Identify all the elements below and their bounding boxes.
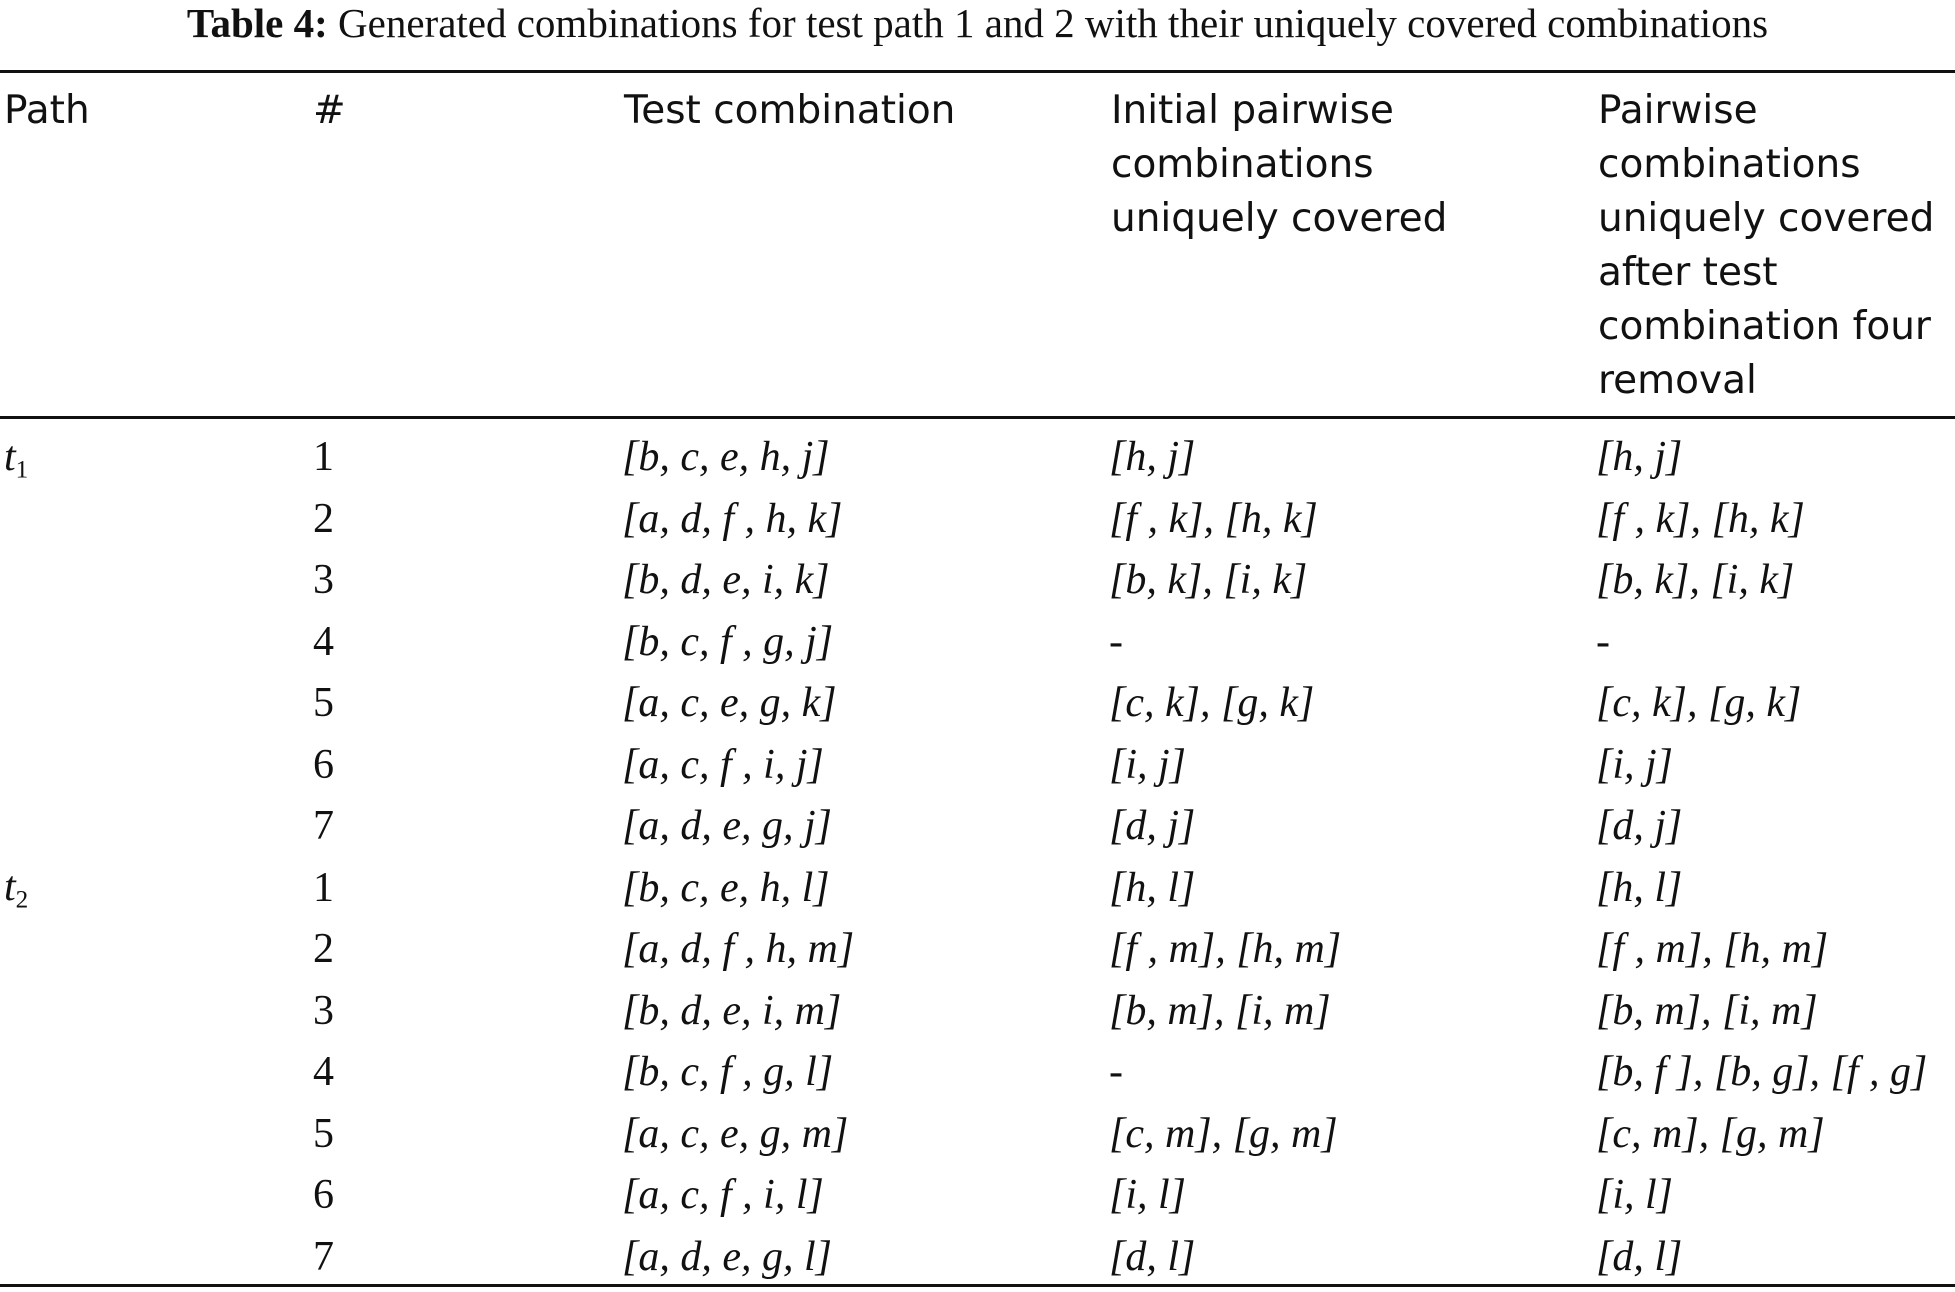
initial-pairwise: [c, k], [g, k]	[1109, 680, 1315, 726]
test-combination: [b, d, e, i, k]	[622, 557, 830, 603]
initial-pairwise: [i, j]	[1109, 741, 1187, 788]
path-subscript: 1	[15, 456, 29, 484]
path-subscript: 2	[15, 886, 29, 914]
row-number: 3	[313, 557, 334, 603]
row-number: 4	[313, 618, 334, 665]
path-label	[4, 430, 28, 498]
initial-pairwise: [h, j]	[1109, 434, 1196, 480]
after-removal-pairwise: [h, j]	[1596, 434, 1683, 480]
initial-pairwise: [i, l]	[1109, 1172, 1187, 1218]
initial-pairwise: [h, l]	[1109, 864, 1196, 911]
row-number: 3	[313, 987, 334, 1034]
test-combination: [a, d, f , h, k]	[622, 495, 843, 542]
bottom-rule	[0, 1284, 1955, 1287]
initial-pairwise: [f , m], [h, m]	[1109, 926, 1342, 972]
row-number: 4	[313, 1049, 334, 1095]
after-removal-pairwise: [c, k], [g, k]	[1596, 680, 1802, 726]
initial-pairwise: -	[1109, 1049, 1123, 1095]
row-number: 7	[313, 803, 334, 849]
header-after-line: combinations	[1598, 142, 1861, 187]
initial-pairwise: [b, m], [i, m]	[1109, 987, 1331, 1034]
initial-pairwise: [d, l]	[1109, 1233, 1196, 1280]
after-removal-pairwise: [h, l]	[1596, 864, 1683, 911]
after-removal-pairwise: -	[1596, 618, 1610, 665]
after-removal-pairwise: [b, f ], [b, g], [f , g]	[1596, 1049, 1928, 1095]
header-rule	[0, 416, 1955, 419]
row-number: 1	[313, 864, 334, 911]
path-var: t	[4, 864, 16, 910]
header-after-line: combination four	[1598, 304, 1931, 349]
test-combination: [a, d, e, g, l]	[622, 1233, 832, 1280]
row-number: 5	[313, 680, 334, 726]
header-path: Path	[4, 88, 90, 133]
initial-pairwise: -	[1109, 618, 1123, 665]
after-removal-pairwise: [f , k], [h, k]	[1596, 495, 1805, 542]
top-rule	[0, 70, 1955, 73]
row-number: 2	[313, 926, 334, 972]
path-label	[4, 860, 28, 928]
header-initial-line: uniquely covered	[1111, 196, 1448, 241]
test-combination: [b, c, f , g, l]	[622, 1049, 834, 1095]
header-after-line: after test	[1598, 250, 1778, 295]
row-number: 6	[313, 741, 334, 788]
row-number: 1	[313, 434, 334, 480]
row-number: 2	[313, 495, 334, 542]
test-combination: [a, d, e, g, j]	[622, 803, 832, 849]
header-after-line: uniquely covered	[1598, 196, 1935, 241]
row-number: 7	[313, 1233, 334, 1280]
header-number: #	[313, 88, 346, 133]
after-removal-pairwise: [i, l]	[1596, 1172, 1674, 1218]
after-removal-pairwise: [d, l]	[1596, 1233, 1683, 1280]
initial-pairwise: [f , k], [h, k]	[1109, 495, 1318, 542]
test-combination: [a, c, e, g, m]	[622, 1110, 849, 1157]
after-removal-pairwise: [b, m], [i, m]	[1596, 987, 1818, 1034]
test-combination: [a, c, e, g, k]	[622, 680, 837, 726]
table-caption	[0, 0, 1955, 48]
test-combination: [b, c, e, h, j]	[622, 434, 830, 480]
after-removal-pairwise: [i, j]	[1596, 741, 1674, 788]
initial-pairwise: [c, m], [g, m]	[1109, 1110, 1338, 1157]
row-number: 6	[313, 1172, 334, 1218]
header-initial-line: Initial pairwise	[1111, 88, 1394, 133]
path-var: t	[4, 434, 16, 480]
test-combination: [b, c, f , g, j]	[622, 618, 834, 665]
after-removal-pairwise: [c, m], [g, m]	[1596, 1110, 1825, 1157]
header-test-combination: Test combination	[624, 88, 956, 133]
test-combination: [b, c, e, h, l]	[622, 864, 830, 911]
initial-pairwise: [b, k], [i, k]	[1109, 557, 1308, 603]
after-removal-pairwise: [f , m], [h, m]	[1596, 926, 1829, 972]
test-combination: [a, d, f , h, m]	[622, 926, 855, 972]
caption-label: Table 4:	[186, 0, 328, 46]
after-removal-pairwise: [d, j]	[1596, 803, 1683, 849]
header-after-line: Pairwise	[1598, 88, 1758, 133]
header-initial-line: combinations	[1111, 142, 1374, 187]
caption-text: Generated combinations for test path 1 and 2 with their uniquely covered combinations	[338, 0, 1769, 46]
test-combination: [a, c, f , i, l]	[622, 1172, 824, 1218]
test-combination: [b, d, e, i, m]	[622, 987, 842, 1034]
initial-pairwise: [d, j]	[1109, 803, 1196, 849]
row-number: 5	[313, 1110, 334, 1157]
test-combination: [a, c, f , i, j]	[622, 741, 824, 788]
header-after-line: removal	[1598, 358, 1757, 403]
after-removal-pairwise: [b, k], [i, k]	[1596, 557, 1795, 603]
